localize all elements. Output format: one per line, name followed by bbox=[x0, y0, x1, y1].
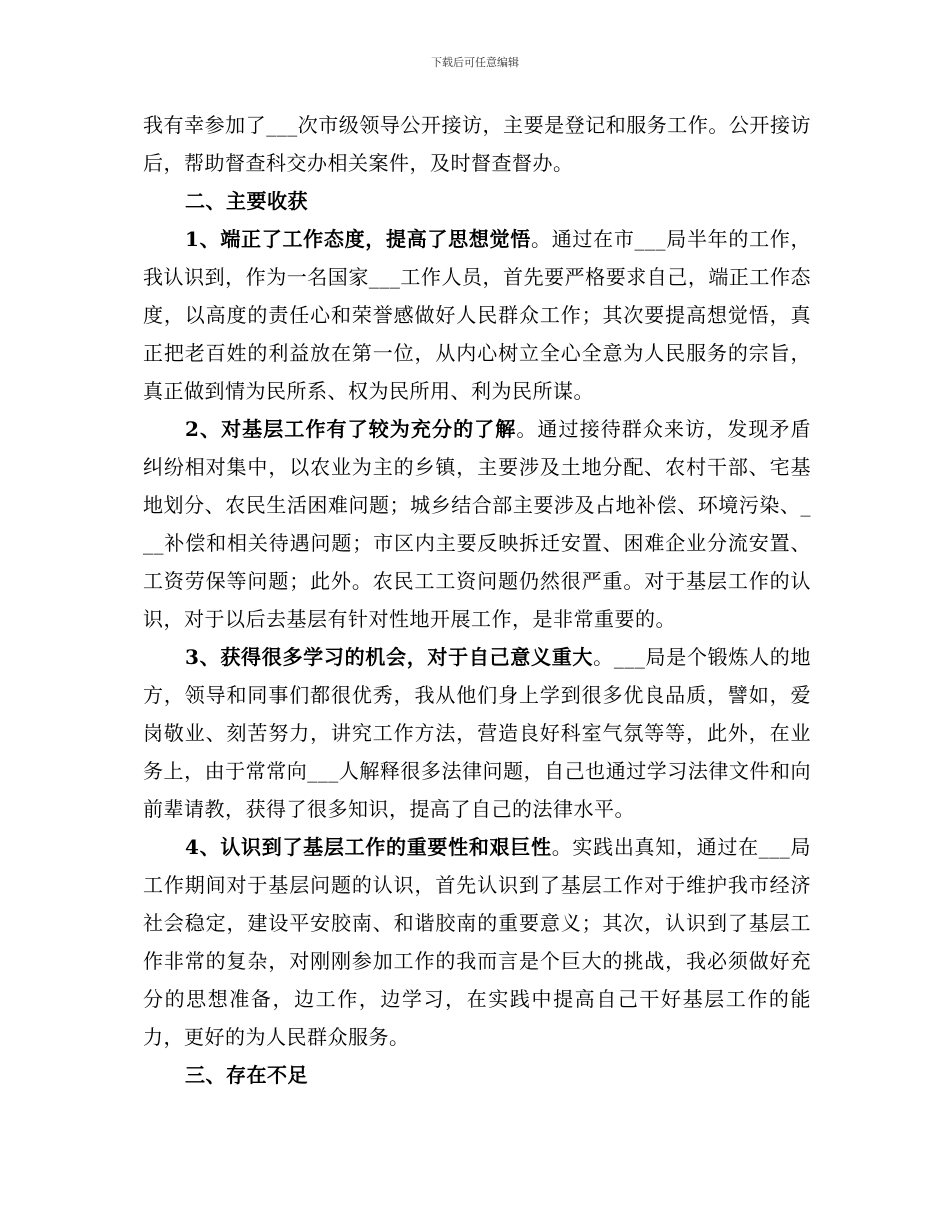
gain-item-2-body: 。通过接待群众来访，发现矛盾纠纷相对集中，以农业为主的乡镇，主要涉及土地分配、农村干部、宅基地划分、农民生活困难问题；城乡结合部主要涉及占地补偿、环境污染、___补偿和相关待遇问题；市区内主要反映拆迁安置、困难企业分流安置、工资劳保等问题；此外。农民工工资问题仍然很严重。对于基层工作的认识，对于以后去基层有针对性地开展工作，是非常重要的。 bbox=[143, 417, 811, 631]
intro-paragraph: 我有幸参加了___次市级领导公开接访，主要是登记和服务工作。公开接访后，帮助督查科交办相关案件，及时督查督办。 bbox=[143, 113, 811, 175]
gain-item-4 bbox=[143, 828, 811, 1056]
gain-item-4-body: 。实践出真知，通过在___局工作期间对于基层问题的认识，首先认识到了基层工作对于维护我市经济社会稳定，建设平安胶南、和谐胶南的重要意义；其次，认识到了基层工作非常的复杂，对刚刚参加工作的我而言是个巨大的挑战，我必须做好充分的思想准备，边工作，边学习，在实践中提高自己干好基层工作的能力，更好的为人民群众服务。 bbox=[143, 835, 812, 1049]
gain-item-4-lead: 4、认识到了基层工作的重要性和艰巨性 bbox=[185, 835, 552, 859]
section-title-shortcomings: 三、存在不足 bbox=[185, 1063, 308, 1087]
gain-item-1 bbox=[143, 220, 811, 410]
gain-item-2 bbox=[143, 410, 811, 638]
gain-item-1-body: 。通过在市___局半年的工作，我认识到，作为一名国家___工作人员，首先要严格要求自己，端正工作态度，以高度的责任心和荣誉感做好人民群众工作；其次要提高想觉悟，真正把老百姓的利益放在第一位，从内心树立全心全意为人民服务的宗旨，真正做到情为民所系、权为民所用、利为民所谋。 bbox=[143, 227, 811, 403]
section-title-main-gains: 二、主要收获 bbox=[185, 189, 308, 213]
gain-item-1-lead: 1、端正了工作态度，提高了思想觉悟 bbox=[185, 227, 531, 251]
gain-item-3-lead: 3、获得很多学习的机会，对于自己意义重大 bbox=[185, 645, 594, 669]
gain-item-3-body: 。___局是个锻炼人的地方，领导和同事们都很优秀，我从他们身上学到很多优良品质，譬如，爱岗敬业、刻苦努力，讲究工作方法，营造良好科室气氛等等，此外，在业务上，由于常常向___人解释很多法律问题，自己也通过学习法律文件和向前辈请教，获得了很多知识，提高了自己的法律水平。 bbox=[143, 645, 811, 821]
gain-item-3 bbox=[143, 638, 811, 828]
document-body bbox=[143, 106, 811, 1094]
page-header: 下载后可任意编辑 bbox=[431, 56, 519, 69]
gain-item-2-lead: 2、对基层工作有了较为充分的了解 bbox=[185, 417, 517, 441]
